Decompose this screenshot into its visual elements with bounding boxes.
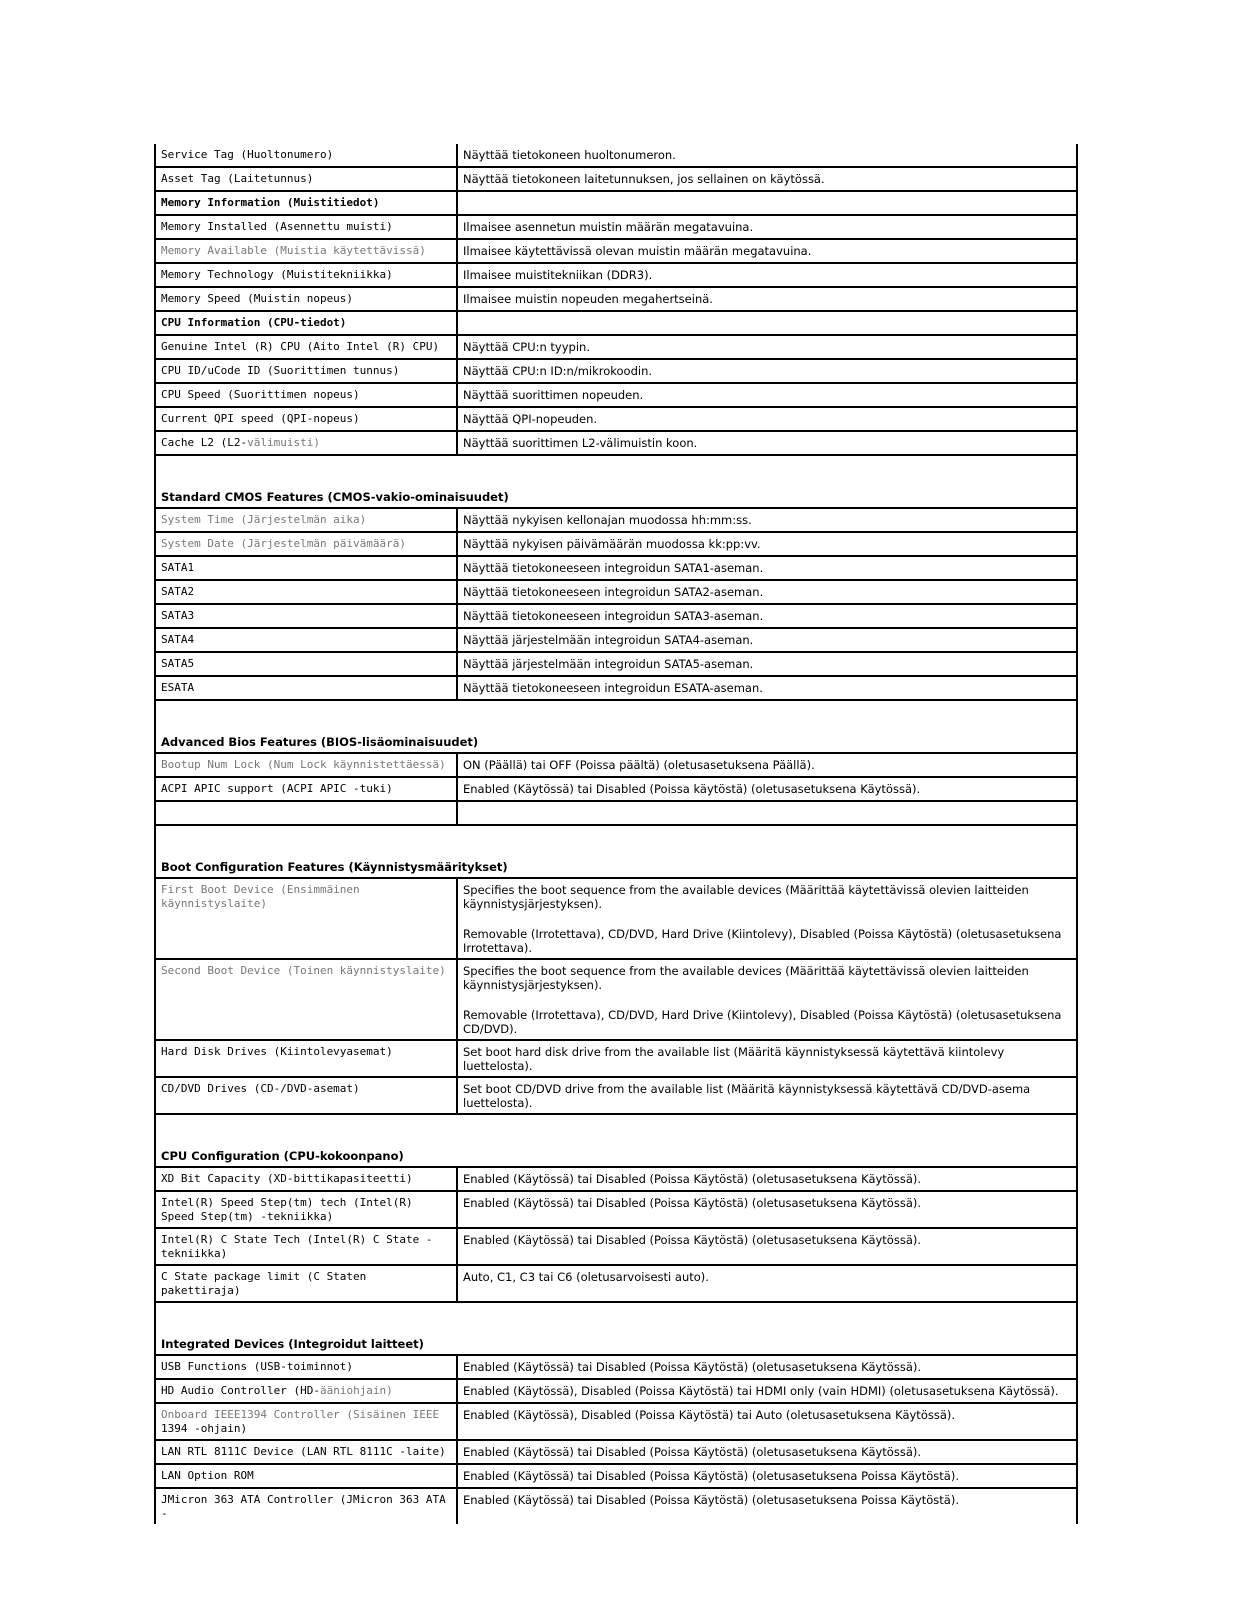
- section-heading: Standard CMOS Features (CMOS-vakio-ominaisuudet): [155, 455, 1077, 508]
- description-paragraph: Näyttää järjestelmään integroidun SATA4-aseman.: [463, 633, 754, 647]
- setting-name: [155, 431, 457, 455]
- description-paragraph: Enabled (Käytössä) tai Disabled (Poissa Käytöstä) (oletusasetuksena Poissa Käytöstä).: [463, 1469, 959, 1483]
- setting-name: CPU Speed (Suorittimen nopeus): [155, 383, 457, 407]
- setting-row: [155, 1040, 1077, 1077]
- setting-row: [155, 1464, 1077, 1488]
- description-paragraph: Enabled (Käytössä) tai Disabled (Poissa Käytöstä) (oletusasetuksena Käytössä).: [463, 1445, 922, 1459]
- setting-description: [457, 508, 1077, 532]
- description-paragraph: Näyttää tietokoneeseen integroidun SATA3-aseman.: [463, 609, 764, 623]
- setting-description: [457, 287, 1077, 311]
- setting-row: [155, 580, 1077, 604]
- setting-row: [155, 144, 1077, 167]
- setting-row: [155, 239, 1077, 263]
- setting-description: [457, 959, 1077, 1040]
- setting-description: [457, 335, 1077, 359]
- description-paragraph: Enabled (Käytössä) tai Disabled (Poissa Käytöstä) (oletusasetuksena Käytössä).: [463, 1196, 922, 1210]
- setting-description: [457, 676, 1077, 700]
- description-paragraph: Enabled (Käytössä) tai Disabled (Poissa käytöstä) (oletusasetuksena Käytössä).: [463, 782, 921, 796]
- setting-row: [155, 1265, 1077, 1302]
- section-heading: CPU Configuration (CPU-kokoonpano): [155, 1114, 1077, 1167]
- setting-row: [155, 604, 1077, 628]
- setting-description: [457, 407, 1077, 431]
- setting-description: [457, 580, 1077, 604]
- setting-description: [457, 1167, 1077, 1191]
- setting-description: [457, 777, 1077, 801]
- description-paragraph: Enabled (Käytössä) tai Disabled (Poissa Käytöstä) (oletusasetuksena Käytössä).: [463, 1172, 922, 1186]
- setting-description: [457, 1379, 1077, 1403]
- setting-name: SATA1: [155, 556, 457, 580]
- setting-row: [155, 652, 1077, 676]
- bios-settings-body: [155, 144, 1077, 1524]
- group-header-row: [155, 311, 1077, 335]
- setting-name: C State package limit (C Staten pakettiraja): [155, 1265, 457, 1302]
- description-paragraph: Specifies the boot sequence from the available devices (Määrittää käytettävissä olevien laitteiden käynnistysjärjestyksen).: [463, 883, 1029, 911]
- setting-description: [457, 144, 1077, 167]
- setting-description: [457, 311, 1077, 335]
- setting-name: Memory Technology (Muistitekniikka): [155, 263, 457, 287]
- setting-name: JMicron 363 ATA Controller (JMicron 363 ATA -: [155, 1488, 457, 1524]
- description-paragraph: Näyttää QPI-nopeuden.: [463, 412, 598, 426]
- setting-row: [155, 1488, 1077, 1524]
- description-paragraph: Ilmaisee muistitekniikan (DDR3).: [463, 268, 653, 282]
- setting-description: [457, 1488, 1077, 1524]
- setting-description: [457, 1077, 1077, 1114]
- setting-row: [155, 215, 1077, 239]
- description-paragraph: Auto, C1, C3 tai C6 (oletusarvoisesti auto).: [463, 1270, 709, 1284]
- setting-row: [155, 878, 1077, 959]
- setting-row: [155, 431, 1077, 455]
- setting-description: [457, 215, 1077, 239]
- setting-description: [457, 1440, 1077, 1464]
- setting-name: ACPI APIC support (ACPI APIC -tuki): [155, 777, 457, 801]
- section-heading: Advanced Bios Features (BIOS-lisäominaisuudet): [155, 700, 1077, 753]
- description-paragraph: Set boot hard disk drive from the available list (Määritä käynnistyksessä käytettävä kiintolevy luettelosta).: [463, 1045, 1005, 1073]
- description-paragraph: Removable (Irrotettava), CD/DVD, Hard Drive (Kiintolevy), Disabled (Poissa Käytöstä) (oletusasetuksena Irrotettava).: [463, 927, 1062, 955]
- group-heading: CPU Information (CPU-tiedot): [155, 311, 457, 335]
- setting-row: [155, 1440, 1077, 1464]
- description-paragraph: Näyttää tietokoneeseen integroidun ESATA-aseman.: [463, 681, 763, 695]
- group-header-row: [155, 191, 1077, 215]
- setting-name: Bootup Num Lock (Num Lock käynnistettäessä): [155, 753, 457, 777]
- setting-name: SATA4: [155, 628, 457, 652]
- setting-description: [457, 383, 1077, 407]
- setting-row: [155, 532, 1077, 556]
- setting-description: [457, 878, 1077, 959]
- setting-name: Memory Installed (Asennettu muisti): [155, 215, 457, 239]
- description-paragraph: Removable (Irrotettava), CD/DVD, Hard Drive (Kiintolevy), Disabled (Poissa Käytöstä) (oletusasetuksena CD/DVD).: [463, 1008, 1062, 1036]
- setting-description: [457, 556, 1077, 580]
- setting-name: Service Tag (Huoltonumero): [155, 144, 457, 167]
- setting-description: [457, 652, 1077, 676]
- group-heading: Memory Information (Muistitiedot): [155, 191, 457, 215]
- setting-row: [155, 1228, 1077, 1265]
- setting-row: [155, 287, 1077, 311]
- description-paragraph: Näyttää tietokoneen huoltonumeron.: [463, 148, 676, 162]
- setting-description: [457, 191, 1077, 215]
- setting-name: System Date (Järjestelmän päivämäärä): [155, 532, 457, 556]
- setting-name: LAN RTL 8111C Device (LAN RTL 8111C -laite): [155, 1440, 457, 1464]
- section-header-row: [155, 1302, 1077, 1355]
- setting-name-part: välimuisti): [247, 436, 320, 449]
- description-paragraph: Enabled (Käytössä), Disabled (Poissa Käytöstä) tai Auto (oletusasetuksena Käytössä).: [463, 1408, 956, 1422]
- setting-description: [457, 628, 1077, 652]
- setting-name-part: Cache L2 (L2-: [161, 436, 248, 449]
- setting-description: [457, 1464, 1077, 1488]
- setting-name: Second Boot Device (Toinen käynnistyslaite): [155, 959, 457, 1040]
- setting-row: [155, 959, 1077, 1040]
- setting-description: [457, 801, 1077, 825]
- setting-description: [457, 1355, 1077, 1379]
- section-header-row: [155, 825, 1077, 878]
- setting-description: [457, 167, 1077, 191]
- setting-name: XD Bit Capacity (XD-bittikapasiteetti): [155, 1167, 457, 1191]
- description-paragraph: Näyttää järjestelmään integroidun SATA5-aseman.: [463, 657, 754, 671]
- setting-row: [155, 556, 1077, 580]
- section-header-row: [155, 455, 1077, 508]
- setting-row: [155, 801, 1077, 825]
- setting-name: SATA2: [155, 580, 457, 604]
- section-heading: Boot Configuration Features (Käynnistysmääritykset): [155, 825, 1077, 878]
- description-paragraph: Näyttää tietokoneeseen integroidun SATA2-aseman.: [463, 585, 764, 599]
- setting-description: [457, 753, 1077, 777]
- description-paragraph: Näyttää nykyisen päivämäärän muodossa kk:pp:vv.: [463, 537, 761, 551]
- setting-name: SATA3: [155, 604, 457, 628]
- description-paragraph: Enabled (Käytössä) tai Disabled (Poissa Käytöstä) (oletusasetuksena Poissa Käytöstä).: [463, 1493, 959, 1507]
- setting-name: CPU ID/uCode ID (Suorittimen tunnus): [155, 359, 457, 383]
- setting-name: Current QPI speed (QPI-nopeus): [155, 407, 457, 431]
- setting-description: [457, 431, 1077, 455]
- setting-name: Memory Speed (Muistin nopeus): [155, 287, 457, 311]
- setting-name: Intel(R) C State Tech (Intel(R) C State -tekniikka): [155, 1228, 457, 1265]
- bios-settings-table: [154, 144, 1078, 1524]
- setting-row: [155, 167, 1077, 191]
- section-heading: Integrated Devices (Integroidut laitteet): [155, 1302, 1077, 1355]
- setting-row: [155, 1191, 1077, 1228]
- description-paragraph: Enabled (Käytössä), Disabled (Poissa Käytöstä) tai HDMI only (vain HDMI) (oletusasetuksena Käytössä).: [463, 1384, 1059, 1398]
- setting-row: [155, 407, 1077, 431]
- setting-description: [457, 532, 1077, 556]
- setting-name: Memory Available (Muistia käytettävissä): [155, 239, 457, 263]
- description-paragraph: ON (Päällä) tai OFF (Poissa päältä) (oletusasetuksena Päällä).: [463, 758, 815, 772]
- setting-name: ESATA: [155, 676, 457, 700]
- setting-name-part: HD Audio Controller (HD-: [161, 1384, 320, 1397]
- setting-description: [457, 263, 1077, 287]
- setting-name: Asset Tag (Laitetunnus): [155, 167, 457, 191]
- setting-row: [155, 1379, 1077, 1403]
- setting-row: [155, 383, 1077, 407]
- description-paragraph: Näyttää suorittimen nopeuden.: [463, 388, 644, 402]
- setting-description: [457, 1265, 1077, 1302]
- setting-name-part: Onboard IEEE1394 Controller (Sisäinen IEEE: [161, 1408, 440, 1421]
- setting-name: First Boot Device (Ensimmäinen käynnistyslaite): [155, 878, 457, 959]
- description-paragraph: Ilmaisee asennetun muistin määrän megatavuina.: [463, 220, 754, 234]
- setting-name-part: 1394 -ohjain): [161, 1422, 248, 1435]
- description-paragraph: Specifies the boot sequence from the available devices (Määrittää käytettävissä olevien laitteiden käynnistysjärjestyksen).: [463, 964, 1029, 992]
- description-paragraph: Näyttää tietokoneen laitetunnuksen, jos sellainen on käytössä.: [463, 172, 825, 186]
- setting-row: [155, 777, 1077, 801]
- description-paragraph: Näyttää tietokoneeseen integroidun SATA1-aseman.: [463, 561, 764, 575]
- description-paragraph: Ilmaisee muistin nopeuden megahertseinä.: [463, 292, 713, 306]
- setting-description: [457, 239, 1077, 263]
- setting-row: [155, 1077, 1077, 1114]
- setting-name: USB Functions (USB-toiminnot): [155, 1355, 457, 1379]
- setting-name-part: ääniohjain): [319, 1384, 393, 1397]
- setting-name: Intel(R) Speed Step(tm) tech (Intel(R) Speed Step(tm) -tekniikka): [155, 1191, 457, 1228]
- setting-name: [155, 801, 457, 825]
- setting-row: [155, 335, 1077, 359]
- setting-row: [155, 628, 1077, 652]
- setting-name: CD/DVD Drives (CD-/DVD-asemat): [155, 1077, 457, 1114]
- section-header-row: [155, 700, 1077, 753]
- description-paragraph: Näyttää suorittimen L2-välimuistin koon.: [463, 436, 698, 450]
- description-paragraph: Näyttää CPU:n ID:n/mikrokoodin.: [463, 364, 653, 378]
- setting-name: Genuine Intel (R) CPU (Aito Intel (R) CPU): [155, 335, 457, 359]
- setting-row: [155, 676, 1077, 700]
- setting-description: [457, 604, 1077, 628]
- setting-name: Hard Disk Drives (Kiintolevyasemat): [155, 1040, 457, 1077]
- description-paragraph: Set boot CD/DVD drive from the available list (Määritä käynnistyksessä käytettävä CD/DVD-asema luettelosta).: [463, 1082, 1031, 1110]
- setting-row: [155, 1355, 1077, 1379]
- description-paragraph: Näyttää nykyisen kellonajan muodossa hh:mm:ss.: [463, 513, 752, 527]
- setting-name: [155, 1403, 457, 1440]
- description-paragraph: Näyttää CPU:n tyypin.: [463, 340, 590, 354]
- setting-name: [155, 1379, 457, 1403]
- setting-row: [155, 508, 1077, 532]
- setting-row: [155, 1403, 1077, 1440]
- setting-description: [457, 359, 1077, 383]
- setting-row: [155, 753, 1077, 777]
- description-paragraph: Ilmaisee käytettävissä olevan muistin määrän megatavuina.: [463, 244, 812, 258]
- setting-description: [457, 1191, 1077, 1228]
- description-paragraph: Enabled (Käytössä) tai Disabled (Poissa Käytöstä) (oletusasetuksena Käytössä).: [463, 1233, 922, 1247]
- setting-name: System Time (Järjestelmän aika): [155, 508, 457, 532]
- setting-row: [155, 263, 1077, 287]
- setting-row: [155, 359, 1077, 383]
- setting-name: SATA5: [155, 652, 457, 676]
- setting-description: [457, 1228, 1077, 1265]
- section-header-row: [155, 1114, 1077, 1167]
- description-paragraph: Enabled (Käytössä) tai Disabled (Poissa Käytöstä) (oletusasetuksena Käytössä).: [463, 1360, 922, 1374]
- setting-description: [457, 1403, 1077, 1440]
- setting-name: LAN Option ROM: [155, 1464, 457, 1488]
- setting-description: [457, 1040, 1077, 1077]
- setting-row: [155, 1167, 1077, 1191]
